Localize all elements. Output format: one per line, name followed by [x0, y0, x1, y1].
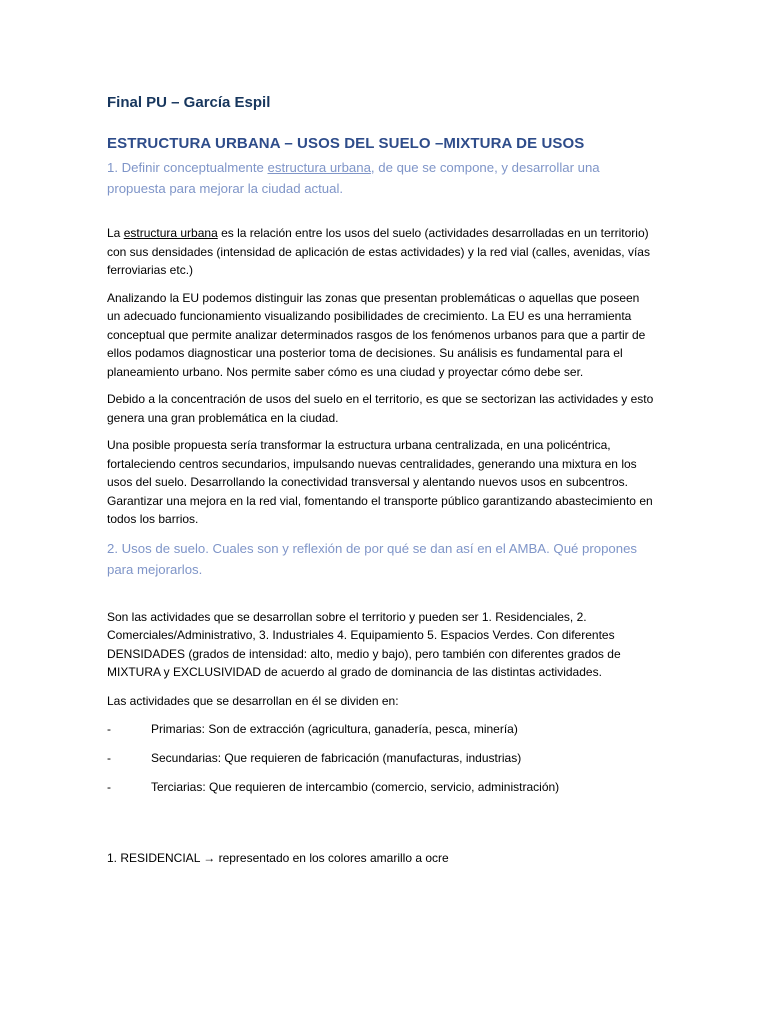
list-item-text: Secundarias: Que requieren de fabricación (manufacturas, industrias) [151, 751, 522, 765]
list-dash: - [107, 722, 111, 736]
paragraph-definition [107, 224, 655, 280]
document-title: Final PU – García Espil [107, 94, 271, 111]
residencial-heading: 1. RESIDENCIAL → representado en los colores amarillo a ocre [107, 851, 449, 865]
paragraph-definition-underlined: estructura urbana [123, 226, 218, 240]
document-body [107, 92, 655, 868]
list-item-text: Primarias: Son de extracción (agricultura, ganadería, pesca, minería) [151, 722, 518, 736]
paragraph-activities-intro: Las actividades que se desarrollan en él se dividen en: [107, 693, 399, 708]
paragraph-concentration: Debido a la concentración de usos del suelo en el territorio, es que se sectorizan las actividades y esto genera una gran problemática en la ciudad. [107, 392, 654, 425]
section-heading: ESTRUCTURA URBANA – USOS DEL SUELO –MIXTURA DE USOS [107, 135, 585, 152]
list-dash: - [107, 780, 111, 794]
question-1-before: 1. Definir conceptualmente [107, 160, 268, 175]
list-item [107, 749, 655, 778]
question-1-after: , de que se compone, y desarrollar una propuesta para mejorar la ciudad actual. [107, 160, 600, 196]
paragraph-definition-after: es la relación entre los usos del suelo (actividades desarrolladas en un territorio) con sus densidades (intensidad de aplicación de estas actividades) y la red vial (calles, avenidas, vías ferroviarias etc.) [107, 226, 650, 277]
list-dash: - [107, 751, 111, 765]
list-item [107, 778, 655, 807]
question-1-underlined: estructura urbana [267, 160, 371, 175]
question-2: 2. Usos de suelo. Cuales son y reflexión de por qué se dan así en el AMBA. Qué propones para mejorarlos. [107, 540, 638, 577]
paragraph-definition-before: La [107, 226, 124, 240]
list-item [107, 720, 655, 749]
paragraph-land-uses: Son las actividades que se desarrollan sobre el territorio y pueden ser 1. Residenciales, 2. Comerciales/Administrativo, 3. Industriales 4. Equipamiento 5. Espacios Verdes. Con diferentes DENSIDADES (grados de intensidad: alto, medio y bajo), pero también con diferentes grados de MIXTURA y EXCLUSIVIDAD de acuerdo al grado de dominancia de las distintas actividades. [107, 609, 621, 679]
activities-list [107, 720, 655, 807]
paragraph-proposal: Una posible propuesta sería transformar la estructura urbana centralizada, en una policéntrica, fortaleciendo centros secundarios, impulsando nuevas centralidades, generando una mixtura en los usos del suelo. Desarrollando la conectividad transversal y alentando nuevos usos en subcentros. Garantizar una mejora en la red vial, fomentando el transporte público garantizando abastecimiento en todos los barrios. [107, 438, 653, 526]
question-1 [107, 157, 655, 199]
paragraph-analysis: Analizando la EU podemos distinguir las zonas que presentan problemáticas o aquellas que poseen un adecuado funcionamiento visualizando posibilidades de crecimiento. La EU es una herramienta conceptual que permite analizar determinados rasgos de los fenómenos urbanos para que a partir de ellos podamos diagnosticar una posterior toma de decisiones. Su análisis es fundamental para el planeamiento urbano. Nos permite saber cómo es una ciudad y proyectar cómo debe ser. [107, 290, 646, 379]
list-item-text: Terciarias: Que requieren de intercambio (comercio, servicio, administración) [151, 780, 560, 794]
